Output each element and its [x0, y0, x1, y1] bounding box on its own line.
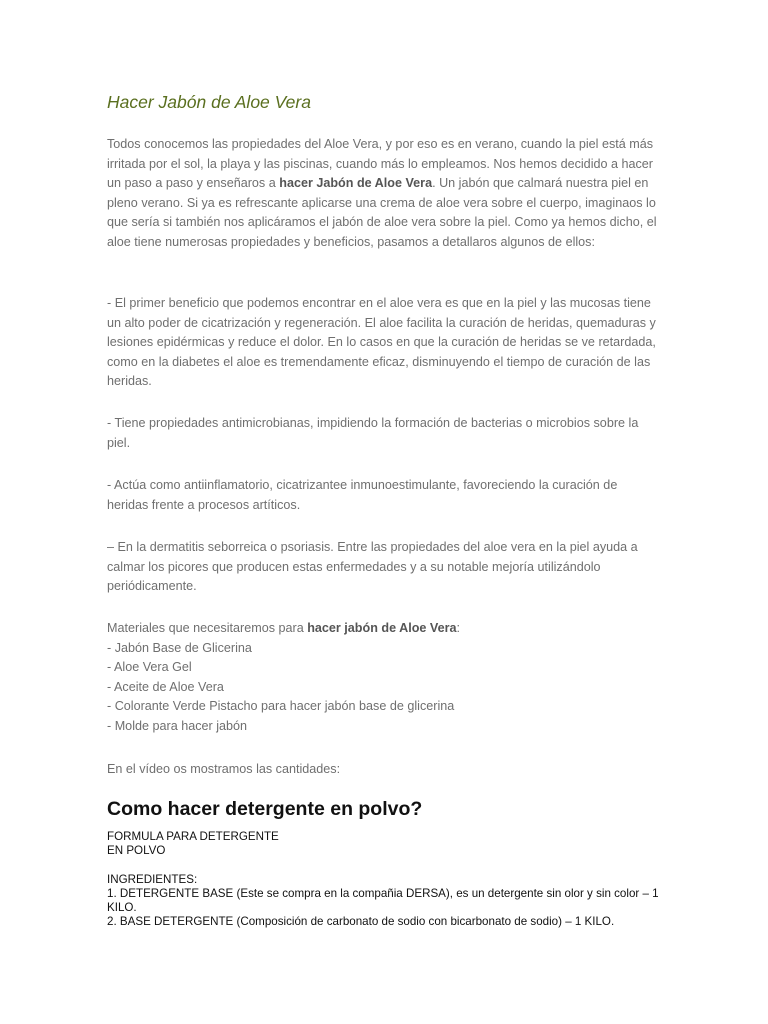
formula-line-2: EN POLVO — [107, 844, 166, 857]
materials-intro-bold: hacer jabón de Aloe Vera — [307, 621, 457, 635]
benefit-paragraph-2: - Tiene propiedades antimicrobianas, impidiendo la formación de bacterias o microbios sobre la piel. — [107, 416, 639, 450]
materials-intro-text: Materiales que necesitaremos para — [107, 621, 308, 635]
video-note: En el vídeo os mostramos las cantidades: — [107, 762, 341, 776]
material-item: - Aceite de Aloe Vera — [107, 679, 224, 694]
materials-list — [107, 639, 662, 737]
materials-section — [107, 619, 662, 737]
material-item: - Colorante Verde Pistacho para hacer jabón base de glicerina — [107, 699, 455, 714]
intro-text-end: . Un jabón que calmará nuestra piel en pleno verano. Si ya es refrescante aplicarse una crema de aloe vera sobre el cuerpo, imaginaos lo que sería si también nos aplicáramos el jabón de aloe vera sobre la piel. Como ya hemos dicho, el aloe tiene numerosas propiedades y beneficios, pasamos a detallaros algunos de ellos: — [107, 176, 657, 249]
material-item: - Molde para hacer jabón — [107, 718, 248, 733]
intro-paragraph — [107, 135, 662, 253]
benefit-paragraph-1: - El primer beneficio que podemos encontrar en el aloe vera es que en la piel y las mucosas tiene un alto poder de cicatrización y regeneración. El aloe facilita la curación de heridas, quemaduras y lesiones epidérmicas y reduce el dolor. En lo casos en que la curación de heridas se ve retardada, como en la diabetes el aloe es tremendamente eficaz, disminuyendo el tiempo de curación de las heridas. — [107, 296, 656, 389]
intro-bold-phrase: hacer Jabón de Aloe Vera — [279, 176, 433, 191]
ingredients-section — [107, 873, 662, 929]
ingredients-label: INGREDIENTES: — [107, 873, 198, 886]
material-item: - Aloe Vera Gel — [107, 660, 192, 675]
benefit-paragraph-3: - Actúa como antiinflamatorio, cicatrizantee inmunoestimulante, favoreciendo la curación de heridas frente a procesos artíticos. — [107, 478, 618, 512]
ingredient-item: 1. DETERGENTE BASE (Este se compra en la compañia DERSA), es un detergente sin olor y sin color – 1 KILO. — [107, 887, 659, 914]
intro-text-start: Todos conocemos las propiedades del Aloe Vera, y por eso es en verano, cuando la piel está más irritada por el sol, la playa y las piscinas, cuando más lo empleamos. Nos hemos decidido a hacer un paso a paso y enseñaros a — [107, 137, 654, 191]
material-item: - Jabón Base de Glicerina — [107, 640, 252, 655]
ingredient-item: 2. BASE DETERGENTE (Composición de carbonato de sodio con bicarbonato de sodio) – 1 KILO. — [107, 915, 615, 928]
article-title: Hacer Jabón de Aloe Vera — [107, 92, 311, 112]
benefit-paragraph-4: – En la dermatitis seborreica o psoriasis. Entre las propiedades del aloe vera en la piel ayuda a calmar los picores que producen estas enfermedades y a su notable mejoría utilizándolo periódicamente. — [107, 540, 638, 594]
formula-line-1: FORMULA PARA DETERGENTE — [107, 830, 279, 843]
formula-title — [107, 830, 662, 858]
materials-intro — [107, 619, 662, 639]
detergent-heading: Como hacer detergente en polvo? — [107, 798, 423, 820]
materials-intro-end: : — [456, 621, 461, 635]
